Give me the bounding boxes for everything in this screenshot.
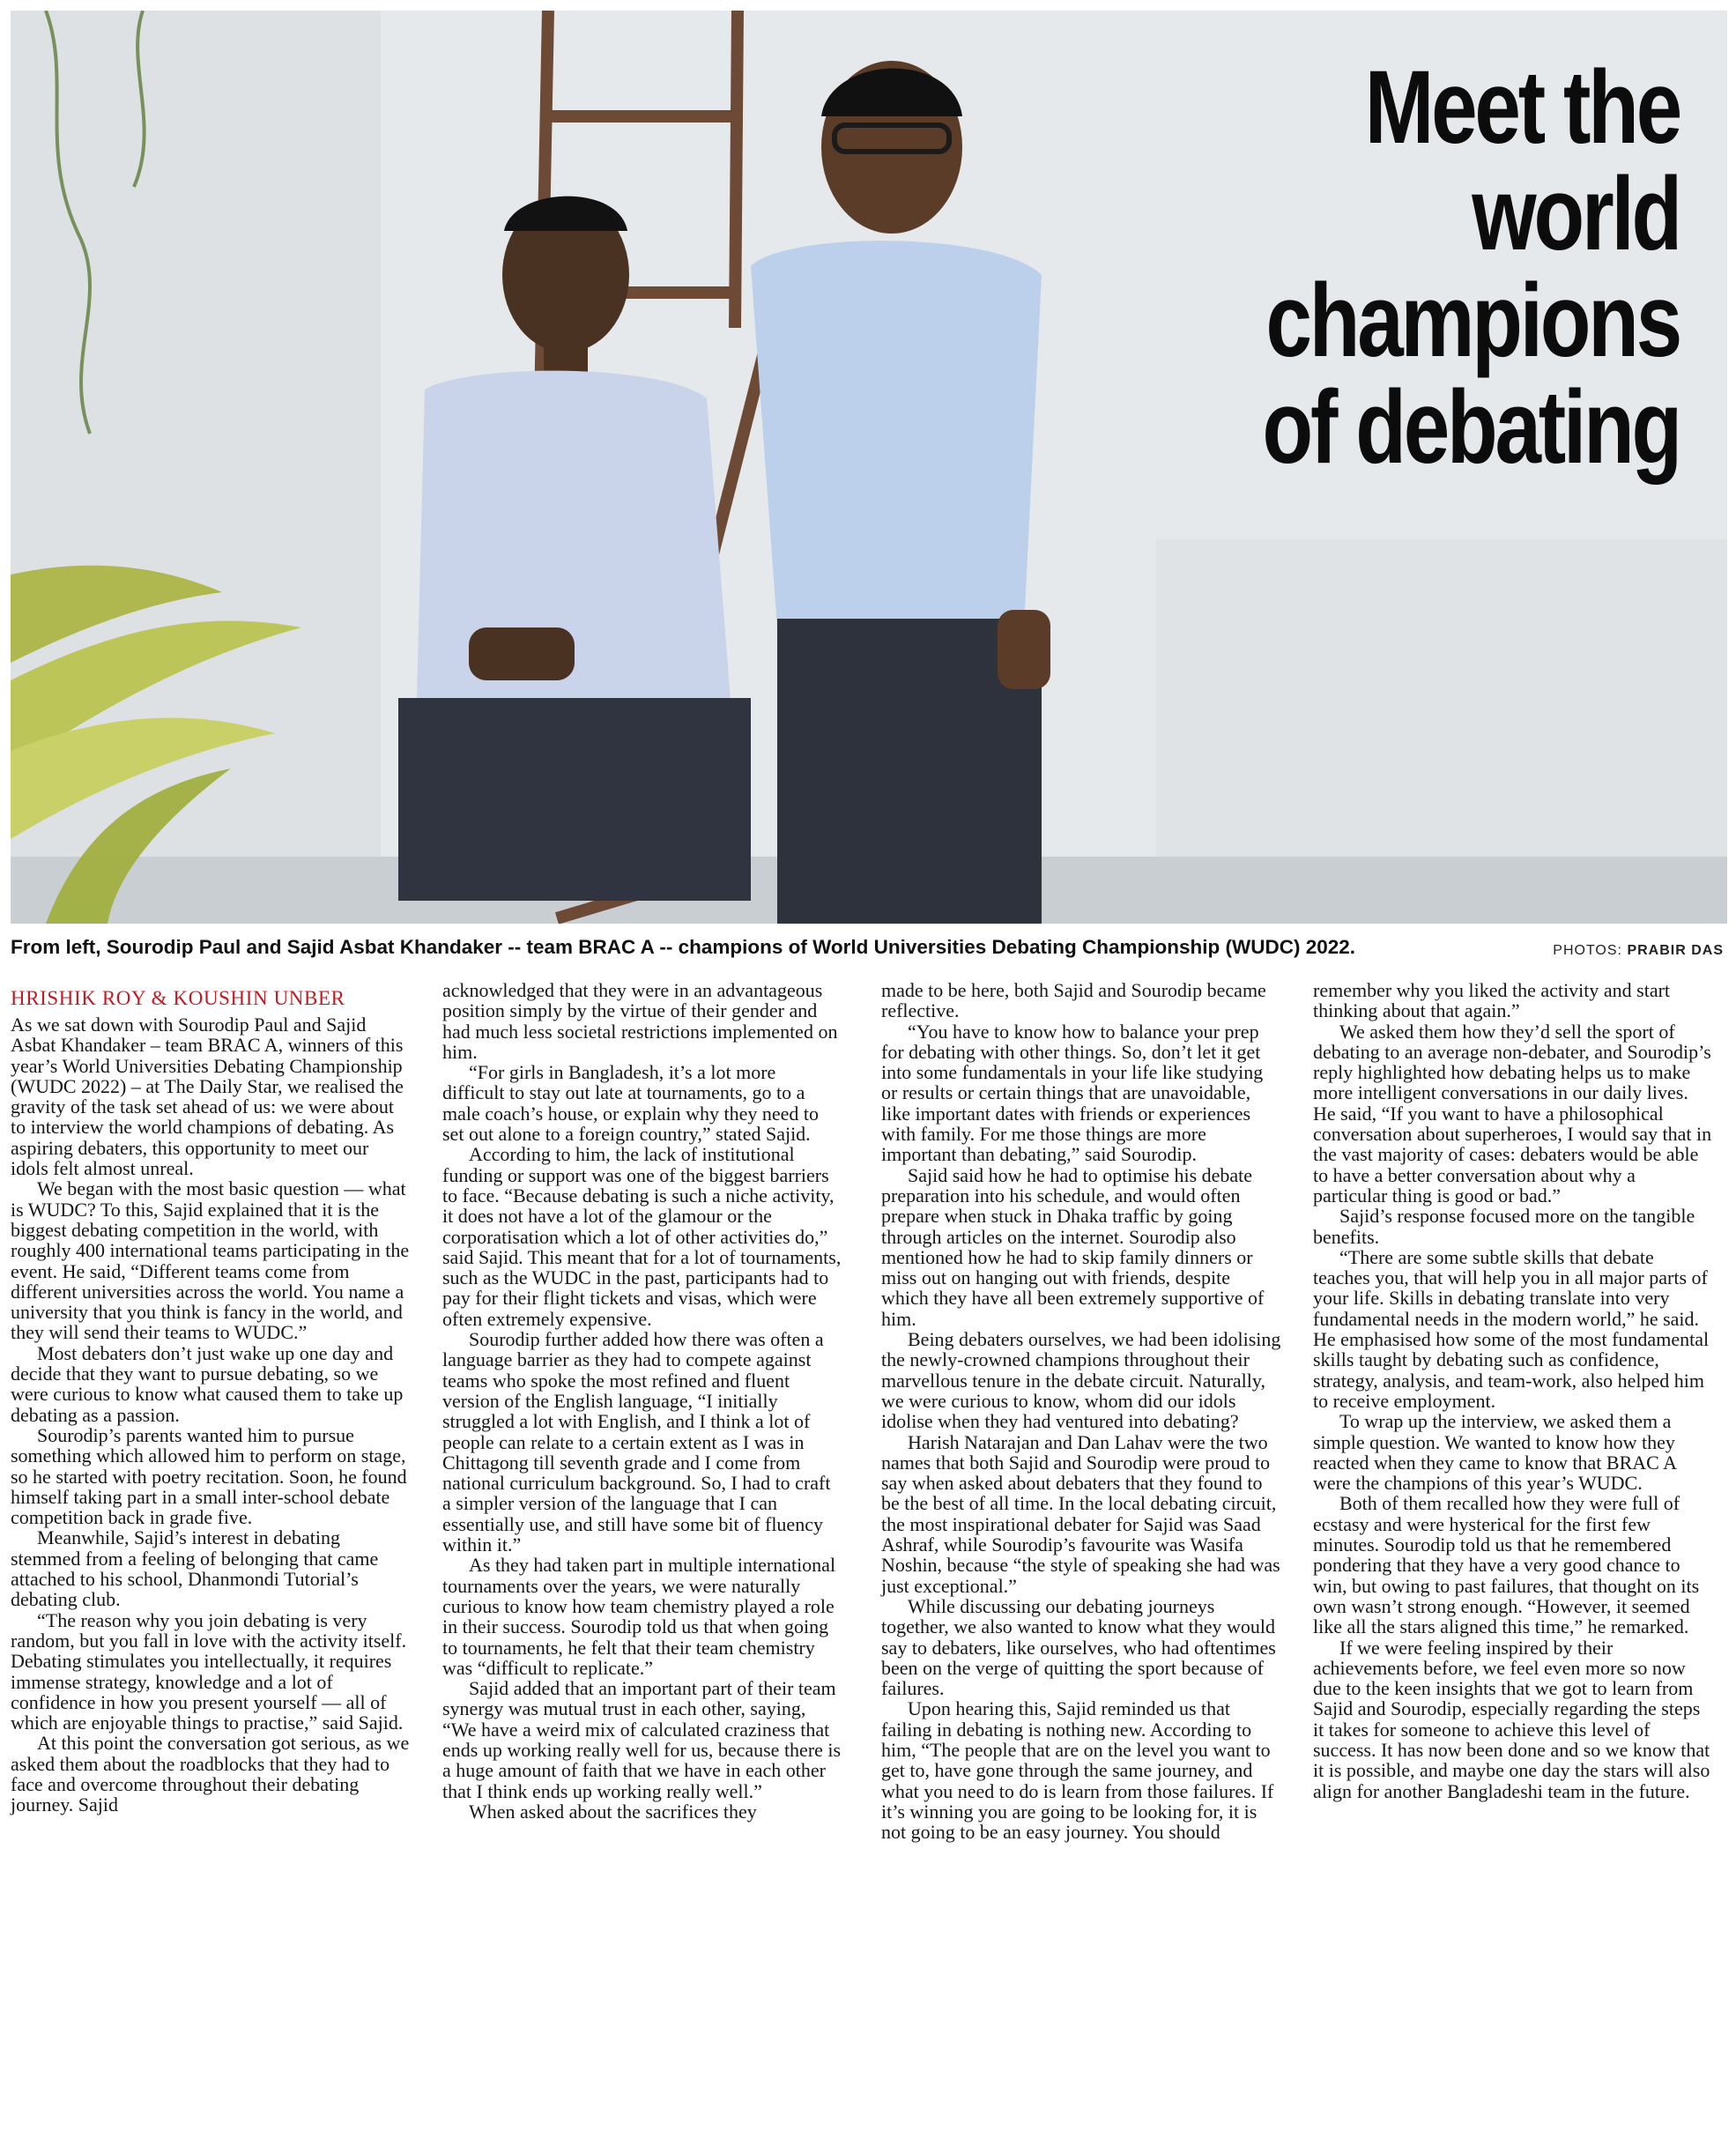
headline-line: of debating	[1262, 369, 1680, 486]
photo-caption: From left, Sourodip Paul and Sajid Asbat Khandaker -- team BRAC A -- champions of World Universities Debating Championship (WUDC) 2022.	[11, 936, 1356, 958]
paragraph: Sourodip further added how there was often a language barrier as they had to compete against teams who spoke the most refined and fluent version of the English language, “I initially struggled a lot with English, and I think a lot of people can relate to a certain extent as I was in Chittagong till seventh grade and I come from national curriculum background. So, I had to craft a simpler version of the language that I can essentially use, and still have some bit of fluency within it.”	[442, 1328, 831, 1556]
paragraph: If we were feeling inspired by their achievements before, we feel even more so now due to the keen insights that we got to learn from Sajid and Sourodip, especially regarding the steps it takes for someone to achieve this level of success. It has now been done and so we know that it is possible, and maybe one day the stars will also align for another Bangladeshi team in the future.	[1313, 1636, 1710, 1802]
paragraph: At this point the conversation got serious, as we asked them about the roadblocks that they had to face and overcome throughout their debating journey. Sajid	[11, 1732, 410, 1816]
paragraph: We began with the most basic question — what is WUDC? To this, Sajid explained that it is the biggest debating competition in the world, with roughly 400 international teams participating in the event. He said, “Different teams come from different universities across the world. You name a university that you think is fancy in the world, and they will send their teams to WUDC.”	[11, 1177, 410, 1344]
paragraph: Being debaters ourselves, we had been idolising the newly-crowned champions throughout their marvellous tenure in the debate circuit. Naturally, we were curious to know, whom did our idols idolise when they had ventured into debating?	[881, 1328, 1281, 1433]
article-column-3	[881, 980, 1281, 1842]
paragraph: “You have to know how to balance your prep for debating with other things. So, don’t let it get into some fundamentals in your life like studying or results or certain things that are unavoidable, like important dates with friends or experiences with family. For me those things are more important than debating,” said Sourodip.	[881, 1020, 1264, 1166]
article-column-2	[442, 980, 842, 1822]
credit-name: PRABIR DAS	[1627, 943, 1724, 958]
paragraph: As they had taken part in multiple international tournaments over the years, we were naturally curious to know how team chemistry played a role in their success. Sourodip told us that when going to tournaments, he felt that their team chemistry was “difficult to replicate.”	[442, 1554, 836, 1679]
headline-line: champions	[1265, 263, 1680, 379]
article-column-4	[1313, 980, 1713, 1801]
paragraph: “There are some subtle skills that debate teaches you, that will help you in all major parts of your life. Skills in debating translate into very fundamental needs in the modern world,” he said. He emphasised how some of the most fundamental skills taught by debating such as confidence, strategy, analysis, and team-work, also helped him to receive employment.	[1313, 1245, 1710, 1412]
paragraph: Upon hearing this, Sajid reminded us that failing in debating is nothing new. According to him, “The people that are on the level you want to get to, have gone through the same journey, and what you need to do is learn from those failures. If it’s winning you are going to be looking for, it is not going to be an easy journey. You should	[881, 1697, 1274, 1844]
paragraph: Sajid said how he had to optimise his debate preparation into his schedule, and would often prepare when stuck in Dhaka traffic by going through articles on the internet. Sourodip also mentioned how he had to skip family dinners or miss out on hanging out with friends, despite which they have all been extremely supportive of him.	[881, 1163, 1265, 1330]
paragraph: Sajid added that an important part of their team synergy was mutual trust in each other, saying, “We have a weird mix of calculated craziness that ends up working really well for us, because there is a huge amount of faith that we have in each other that I think ends up working really well.”	[442, 1677, 842, 1802]
paragraph: Both of them recalled how they were full of ecstasy and were hysterical for the first few minutes. Sourodip told us that he remembered pondering that they have a very good chance to win, but owing to past failures, that thought on its own wasn’t strong enough. “However, it seemed like all the stars aligned this time,” he remarked.	[1313, 1492, 1700, 1638]
paragraph: Sourodip’s parents wanted him to pursue something which allowed him to perform on stage, so he started with poetry recitation. Soon, he found himself taking part in a small inter-school debate competition back in grade five.	[11, 1423, 407, 1529]
byline: HRISHIK ROY & KOUSHIN UNBER	[11, 987, 345, 1009]
paragraph: made to be here, both Sajid and Sourodip became reflective.	[881, 979, 1266, 1022]
paragraph: Most debaters don’t just wake up one day and decide that they want to pursue debating, so we were curious to know what caused them to take up debating as a passion.	[11, 1341, 404, 1426]
headline-line: Meet the	[1364, 49, 1680, 166]
photo-credit	[1553, 943, 1724, 959]
paragraph: According to him, the lack of institutional funding or support was one of the biggest barriers to face. “Because debating is such a niche activity, it does not have a lot of the glamour or the corporatisation which a lot of other activities do,” said Sajid. This meant that for a lot of tournaments, such as the WUDC in the past, participants had to pay for their flight tickets and visas, which were often extremely expensive.	[442, 1143, 842, 1330]
feature-photo	[11, 11, 1727, 924]
paragraph: remember why you liked the activity and start thinking about that again.”	[1313, 979, 1671, 1022]
paragraph: As we sat down with Sourodip Paul and Sajid Asbat Khandaker – team BRAC A, winners of this year’s World Universities Debating Championship (WUDC 2022) – at The Daily Star, we realised the gravity of the task set ahead of us: we were about to interview the world champions of debating. As aspiring debaters, this opportunity to meet our idols felt almost unreal.	[11, 1014, 404, 1180]
credit-label: PHOTOS:	[1553, 943, 1622, 958]
paragraph: acknowledged that they were in an advantageous position simply by the virtue of their gender and had much less societal restrictions implemented on him.	[442, 979, 838, 1063]
paragraph: Harish Natarajan and Dan Lahav were the two names that both Sajid and Sourodip were proud to say when asked about debaters that they found to be the best of all time. In the local debating circuit, the most inspirational debater for Sajid was Saad Ashraf, while Sourodip’s favourite was Wasifa Noshin, because “the style of speaking she had was just exceptional.”	[881, 1430, 1280, 1597]
headline	[1045, 49, 1680, 486]
paragraph: When asked about the sacrifices they	[469, 1800, 757, 1823]
paragraph: “For girls in Bangladesh, it’s a lot more difficult to stay out late at tournaments, go to a male coach’s house, or explain why they need to set out alone to a foreign country,” stated Sajid.	[442, 1061, 820, 1146]
paragraph: While discussing our debating journeys together, we also wanted to know what they would say to debaters, like ourselves, who had oftentimes been on the verge of quitting the sport because of failures.	[881, 1594, 1276, 1700]
headline-line: world	[1472, 156, 1680, 272]
paragraph: Meanwhile, Sajid’s interest in debating stemmed from a feeling of belonging that came attached to his school, Dhanmondi Tutorial’s debating club.	[11, 1526, 379, 1611]
paragraph: To wrap up the interview, we asked them a simple question. We wanted to know how they reacted when they came to know that BRAC A were the champions of this year’s WUDC.	[1313, 1410, 1676, 1495]
paragraph: We asked them how they’d sell the sport of debating to an average non-debater, and Sourodip’s reply highlighted how debating helps us to make more intelligent conversations in our daily lives. He said, “If you want to have a philosophical conversation about superheroes, I would say that in the vast majority of cases: debaters would be able to have a better conversation about why a particular thing is good or bad.”	[1313, 1020, 1712, 1207]
article-column-1	[11, 980, 411, 1816]
paragraph: “The reason why you join debating is very random, but you fall in love with the activity itself. Debating stimulates you intellectually, it requires immense strategy, knowledge and a lot of confidence in how you present yourself — all of which are enjoyable things to practise,” said Sajid.	[11, 1608, 407, 1734]
paragraph: Sajid’s response focused more on the tangible benefits.	[1313, 1205, 1695, 1248]
